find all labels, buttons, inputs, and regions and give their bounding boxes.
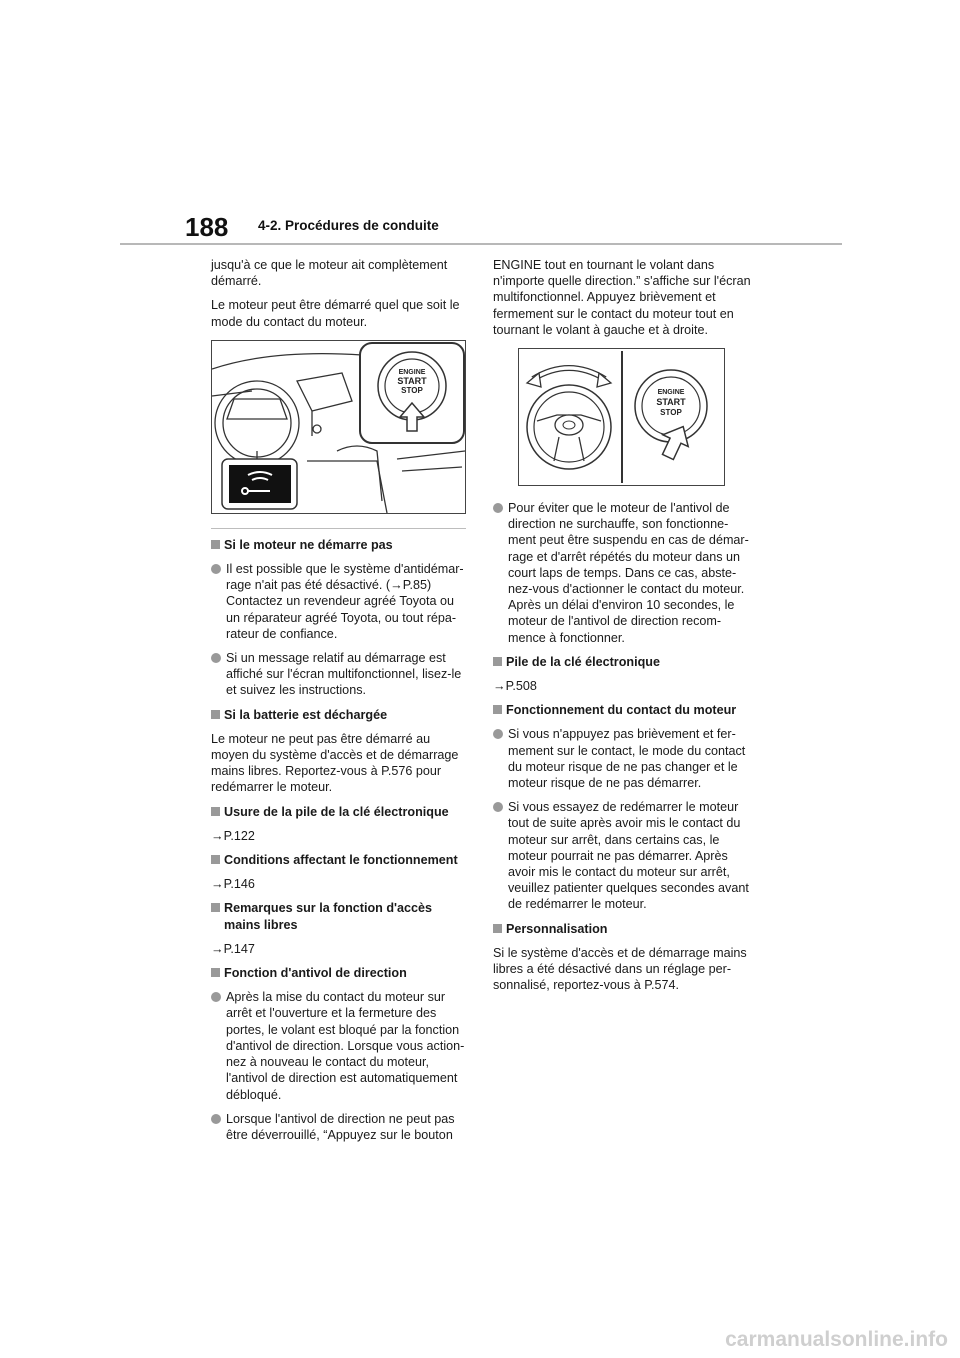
heading-engine-not-start: Si le moteur ne démarre pas bbox=[211, 537, 466, 553]
dashboard-drawing bbox=[212, 341, 465, 513]
steering-illustration bbox=[518, 348, 725, 486]
reference-p146: →P.146 bbox=[211, 877, 255, 892]
bullet-steering-unlock-fail: Lorsque l'antivol de direction ne peut pas être déverrouillé, “Appuyez sur le bouton bbox=[211, 1111, 466, 1143]
heading-key-battery: Pile de la clé électronique bbox=[493, 654, 751, 670]
heading-customization: Personnalisation bbox=[493, 921, 751, 937]
bullet-press-firmly: Si vous n'appuyez pas brièvement et fer-mement sur le contact, le mode du contact du moteur risque de ne pas changer et le moteur risque de ne pas démarrer. bbox=[493, 726, 751, 791]
bullet-restart-wait: Si vous essayez de redémarrer le moteur tout de suite après avoir mis le contact du moteur sur arrêt, dans certains cas, le moteur pourrait ne pas démarrer. Après avoir mis le contact du moteur sur arrêt, veuillez patienter quelques secondes avant de redémarrer le moteur. bbox=[493, 799, 751, 912]
reference-p122: →P.122 bbox=[211, 828, 255, 843]
heading-steering-lock: Fonction d'antivol de direction bbox=[211, 965, 466, 981]
steering-drawing bbox=[519, 349, 724, 485]
bullet-message: Si un message relatif au démarrage est affiché sur l'écran multifonctionnel, lisez-le et suivez les instructions. bbox=[211, 650, 466, 699]
heading-smart-access-notes: Remarques sur la fonction d'accès mains libres bbox=[211, 900, 466, 932]
button-label-line1: ENGINE bbox=[398, 368, 426, 376]
watermark: carmanualsonline.info bbox=[725, 1328, 948, 1351]
reference-p508: →P.508 bbox=[493, 679, 537, 694]
heading-conditions: Conditions affectant le fonctionnement bbox=[211, 852, 466, 868]
bullet-immobilizer: Il est possible que le système d'antidémar-rage n'ait pas été désactivé. (→P.85) Contactez un revendeur agréé Toyota ou un réparateur agréé Toyota, ou tout répa-rateur de confiance. bbox=[211, 561, 466, 642]
bullet-lock-motor-overheat: Pour éviter que le moteur de l'antivol de direction ne surchauffe, son fonctionne-ment peut être suspendu en cas de démar-rage et d'arrêt répétés du moteur dans un court laps de temps. Dans ce cas, abste-nez-vous d'actionner le contact du moteur. Après un délai d'environ 10 secondes, le moteur de l'antivol de direction recom-mence à fonctionner. bbox=[493, 500, 751, 646]
reference-p147: →P.147 bbox=[211, 941, 255, 956]
paragraph-customization: Si le système d'accès et de démarrage mains libres a été désactivé dans un réglage per-sonnalisé, reportez-vous à P.574. bbox=[493, 945, 747, 993]
heading-battery-discharged: Si la batterie est déchargée bbox=[211, 707, 466, 723]
bullet-steering-locked: Après la mise du contact du moteur sur arrêt et l'ouverture et la fermeture des portes, le volant est bloqué par la fonction d'antivol de direction. Lorsque vous action-nez à nouveau le contact du moteur, l'antivol de direction est automatiquement débloqué. bbox=[211, 989, 466, 1102]
heading-key-battery-wear: Usure de la pile de la clé électronique bbox=[211, 804, 466, 820]
dashboard-illustration bbox=[211, 340, 466, 514]
button-label-line2: START bbox=[656, 397, 686, 408]
section-title: 4-2. Procédures de conduite bbox=[258, 218, 439, 233]
right-column bbox=[493, 257, 751, 1002]
button-label-line3: STOP bbox=[401, 385, 423, 395]
button-label-line1: ENGINE bbox=[657, 389, 685, 397]
continued-paragraph: ENGINE tout en tournant le volant dans n'importe quelle direction.” s'affiche sur l'écran multifonctionnel. Appuyez brièvement et fermement sur le contact du moteur tout en tournant le volant à gauche et à droite. bbox=[493, 258, 751, 337]
page-number: 188 bbox=[185, 212, 229, 242]
paragraph-battery: Le moteur ne peut pas être démarré au moyen du système d'accès et de démarrage mains libres. Reportez-vous à P.576 pour redémarrer le moteur. bbox=[211, 731, 459, 795]
left-column bbox=[211, 257, 466, 1151]
heading-switch-operation: Fonctionnement du contact du moteur bbox=[493, 702, 751, 718]
button-label-line3: STOP bbox=[660, 408, 682, 418]
intro-paragraph-1: jusqu'à ce que le moteur ait complètement démarré. bbox=[211, 258, 448, 289]
button-label-line2: START bbox=[397, 375, 427, 386]
header-divider bbox=[120, 243, 842, 245]
multi-display-icon bbox=[229, 465, 291, 503]
intro-paragraph-2: Le moteur peut être démarré quel que soit le mode du contact du moteur. bbox=[211, 298, 460, 329]
section-divider bbox=[211, 528, 466, 529]
